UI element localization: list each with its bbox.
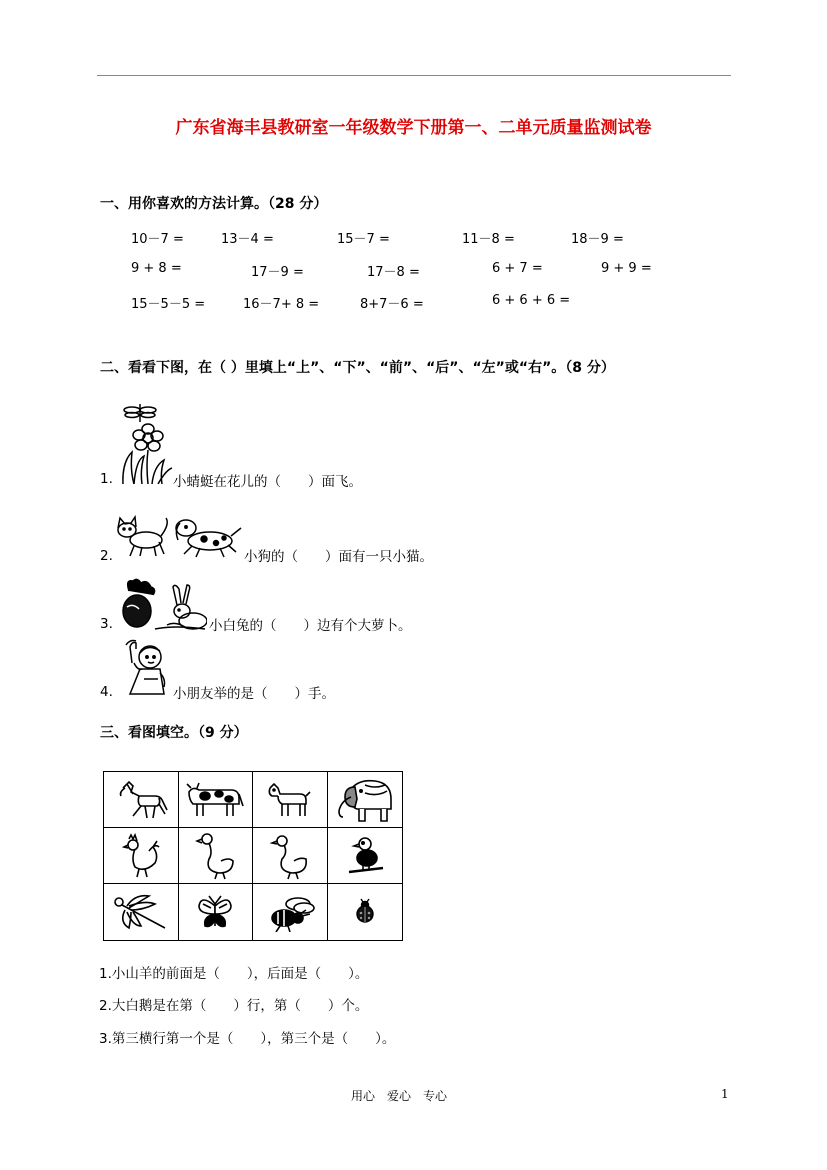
equation: 8+7－6 = [360,297,424,312]
equation: 6 + 7 = [492,261,543,276]
section-1-heading: 一、用你喜欢的方法计算。（28 分） [100,196,328,212]
section-3-heading: 三、看图填空。（9 分） [100,725,248,741]
goose-icon [195,831,235,881]
goat-icon [266,780,314,820]
equation: 6 + 6 + 6 = [492,293,571,308]
equation: 11－8 = [462,232,515,247]
header-rule [97,75,731,76]
grid-cell [104,772,179,828]
section-2-heading: 二、看看下图，在（ ）里填上“上”、“下”、“前”、“后”、“左”或“右”。（8 分） [100,360,615,376]
radish-rabbit-icon [115,577,207,632]
grid-cell [179,828,254,884]
dragonfly-icon [109,892,173,932]
grid-cell [253,884,328,940]
grid-cell [179,884,254,940]
grid-cell [253,772,328,828]
grid-cell [328,828,403,884]
equation: 15－7 = [337,232,390,247]
question: 1.小山羊的前面是（ ），后面是（ ）。 [99,966,369,982]
page-title: 广东省海丰县教研室一年级数学下册第一、二单元质量监测试卷 [175,118,652,138]
item-number: 1. [100,471,113,487]
equation: 10－7 = [131,232,184,247]
elephant-icon [335,777,395,823]
bee-icon [262,892,318,932]
grid-cell [253,828,328,884]
grid-cell [104,828,179,884]
question: 2.大白鹅是在第（ ）行，第（ ）个。 [99,998,369,1014]
item-text: 小朋友举的是（ ）手。 [173,686,335,702]
horse-icon [113,780,169,820]
item-text: 小狗的（ ）面有一只小猫。 [244,549,433,565]
equation: 15－5－5 = [131,297,206,312]
page-number: 1 [721,1087,729,1101]
duck-icon [270,831,310,881]
equation: 18－9 = [571,232,624,247]
dragonfly-flower-icon [118,400,173,484]
item-number: 3. [100,616,113,632]
equation: 13－4 = [221,232,274,247]
grid-cell [328,772,403,828]
question: 3.第三横行第一个是（ ），第三个是（ ）。 [99,1031,396,1047]
butterfly-icon [195,892,235,932]
item-number: 2. [100,548,113,564]
cow-icon [185,780,245,820]
chick-icon [345,834,385,878]
equation: 9 + 9 = [601,261,652,276]
item-number: 4. [100,684,113,700]
grid-cell [328,884,403,940]
ladybug-icon [350,897,380,927]
animal-grid [103,771,403,941]
grid-cell [179,772,254,828]
equation: 17－9 = [251,265,304,280]
item-text: 小蜻蜓在花儿的（ ）面飞。 [173,474,362,490]
item-text: 小白兔的（ ）边有个大萝卜。 [209,618,412,634]
equation: 16－7+ 8 = [243,297,320,312]
grid-cell [104,884,179,940]
footer-motto: 用心 爱心 专心 [351,1089,448,1103]
child-raising-hand-icon [120,639,168,697]
equation: 9 + 8 = [131,261,182,276]
cat-dog-icon [114,514,244,558]
rooster-icon [121,833,161,879]
equation: 17－8 = [367,265,420,280]
